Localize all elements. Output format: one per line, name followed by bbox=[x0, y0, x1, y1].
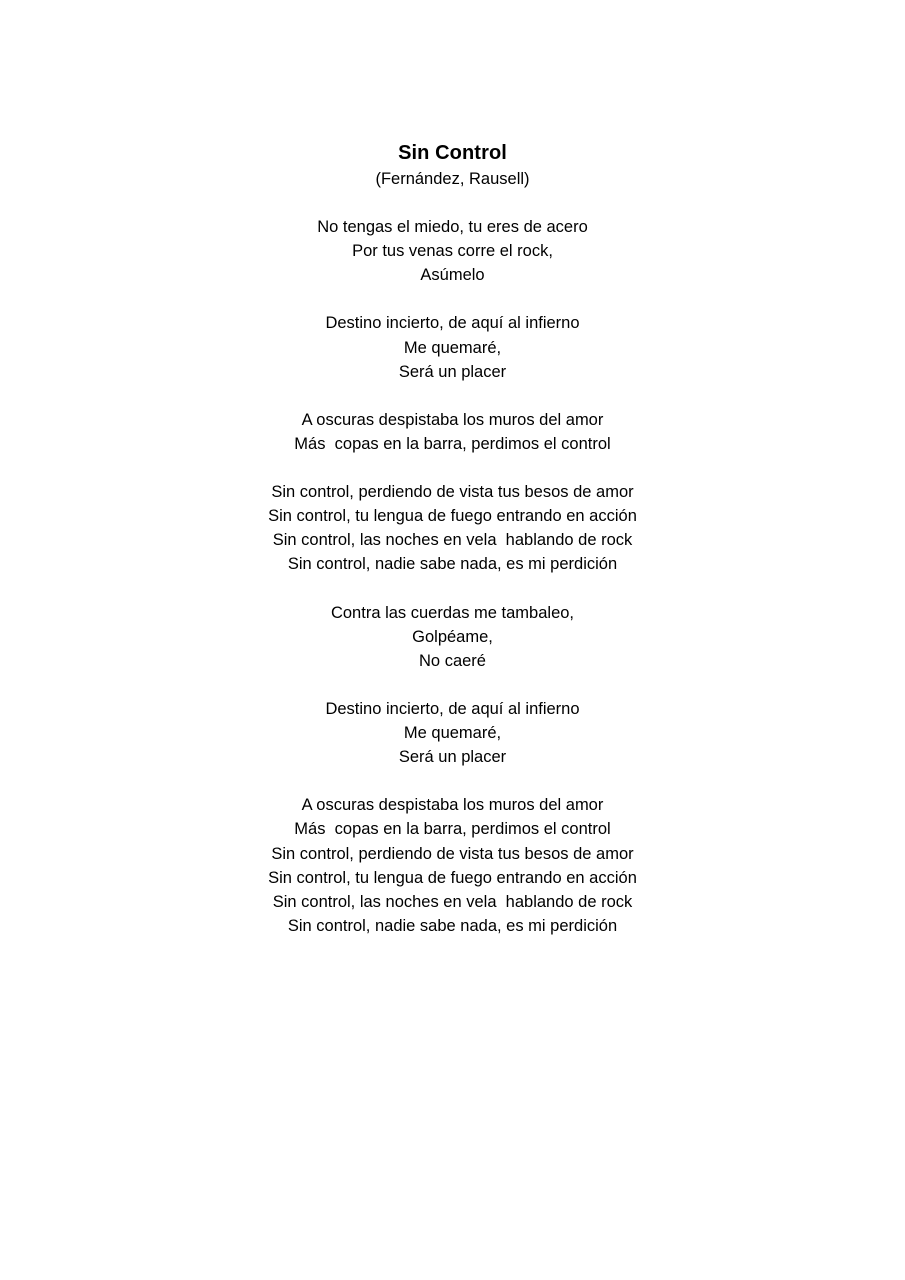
lyric-line: Sin control, las noches en vela hablando de rock bbox=[272, 892, 633, 911]
blank-line bbox=[0, 769, 905, 793]
blank-line bbox=[0, 384, 905, 408]
lyric-line: Me quemaré, bbox=[403, 338, 502, 357]
lyric-line: Sin control, nadie sabe nada, es mi perdición bbox=[287, 916, 618, 935]
lyric-line: Asúmelo bbox=[420, 266, 485, 285]
chorus-1 bbox=[0, 480, 905, 576]
lyric-line: Sin control, tu lengua de fuego entrando en acción bbox=[268, 868, 637, 887]
blank-line bbox=[0, 456, 905, 480]
lyric-line: Destino incierto, de aquí al infierno bbox=[325, 314, 580, 333]
blank-line bbox=[0, 577, 905, 601]
lyric-line: Sin control, las noches en vela hablando de rock bbox=[272, 531, 633, 550]
stanza-3 bbox=[0, 408, 905, 456]
stanza-4 bbox=[0, 601, 905, 673]
lyric-line: Sin control, nadie sabe nada, es mi perdición bbox=[287, 555, 618, 574]
blank-line bbox=[0, 673, 905, 697]
lyric-line: Golpéame, bbox=[412, 627, 493, 646]
final-stanza bbox=[0, 793, 905, 938]
lyric-line: Me quemaré, bbox=[403, 724, 502, 743]
lyric-line: Sin control, perdiendo de vista tus besos de amor bbox=[271, 844, 634, 863]
lyric-line: Será un placer bbox=[398, 748, 507, 767]
lyrics-block bbox=[0, 139, 905, 938]
lyric-line: Será un placer bbox=[398, 362, 507, 381]
blank-line bbox=[0, 191, 905, 215]
lyric-line: No tengas el miedo, tu eres de acero bbox=[317, 218, 588, 237]
lyric-line: Destino incierto, de aquí al infierno bbox=[325, 699, 580, 718]
lyric-line: Sin control, perdiendo de vista tus besos de amor bbox=[271, 483, 634, 502]
lyric-line: No caeré bbox=[419, 651, 486, 670]
lyric-line: Contra las cuerdas me tambaleo, bbox=[330, 603, 575, 622]
stanza-1 bbox=[0, 215, 905, 287]
lyric-line: Por tus venas corre el rock, bbox=[352, 242, 553, 261]
song-title: Sin Control bbox=[398, 142, 507, 164]
lyric-line: Más copas en la barra, perdimos el control bbox=[294, 434, 611, 453]
blank-line bbox=[0, 287, 905, 311]
lyric-line: Sin control, tu lengua de fuego entrando en acción bbox=[268, 507, 637, 526]
stanza-2 bbox=[0, 311, 905, 383]
stanza-5 bbox=[0, 697, 905, 769]
song-authors: (Fernández, Rausell) bbox=[375, 170, 530, 188]
lyric-line: Más copas en la barra, perdimos el control bbox=[294, 820, 611, 839]
lyric-line: A oscuras despistaba los muros del amor bbox=[301, 410, 604, 429]
lyric-line: A oscuras despistaba los muros del amor bbox=[301, 796, 604, 815]
